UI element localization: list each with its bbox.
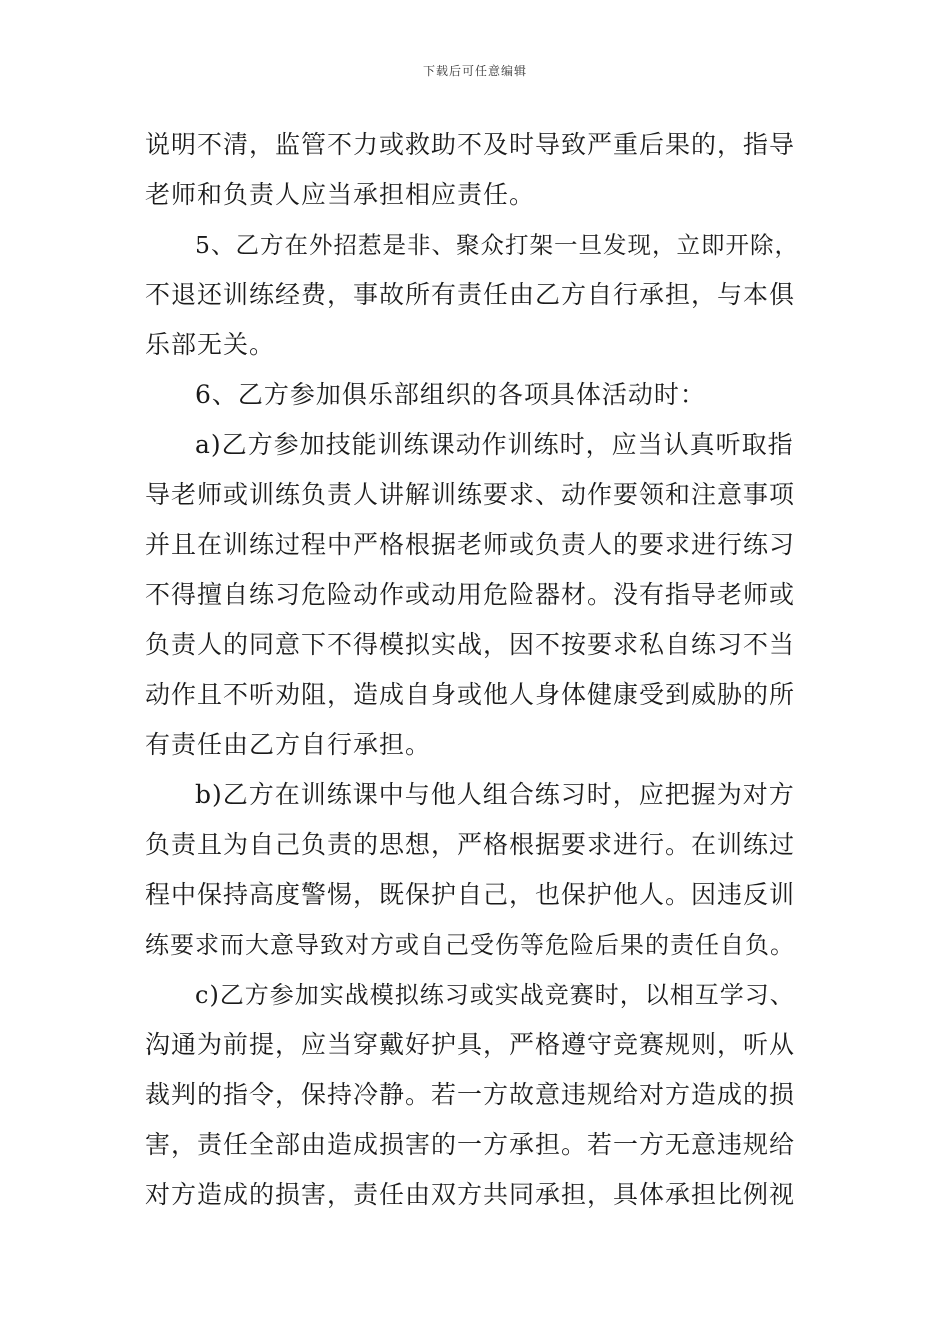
text-line: a)乙方参加技能训练课动作训练时，应当认真听取指 bbox=[195, 430, 794, 459]
text-line: 不退还训练经费，事故所有责任由乙方自行承担，与本俱 bbox=[145, 280, 796, 309]
text-line: 不得擅自练习危险动作或动用危险器材。没有指导老师或 bbox=[145, 580, 796, 609]
text-line: 负责且为自己负责的思想，严格根据要求进行。在训练过 bbox=[145, 830, 796, 859]
text-line: 裁判的指令，保持冷静。若一方故意违规给对方造成的损 bbox=[145, 1080, 796, 1109]
text-line: 老师和负责人应当承担相应责任。 bbox=[145, 180, 536, 209]
text-line: 有责任由乙方自行承担。 bbox=[145, 730, 432, 759]
text-line: 导老师或训练负责人讲解训练要求、动作要领和注意事项 bbox=[145, 480, 796, 509]
text-line: 乐部无关。 bbox=[145, 330, 276, 359]
document-body bbox=[145, 120, 805, 1220]
text-line: c)乙方参加实战模拟练习或实战竞赛时，以相互学习、 bbox=[195, 981, 795, 1009]
text-line: 6、乙方参加俱乐部组织的各项具体活动时： bbox=[195, 380, 706, 409]
text-line: 说明不清，监管不力或救助不及时导致严重后果的，指导 bbox=[145, 130, 796, 159]
text-line: 练要求而大意导致对方或自己受伤等危险后果的责任自负。 bbox=[145, 931, 795, 959]
text-line: 并且在训练过程中严格根据老师或负责人的要求进行练习 bbox=[145, 530, 796, 559]
page-header: 下载后可任意编辑 bbox=[422, 64, 527, 78]
text-line: 负责人的同意下不得模拟实战，因不按要求私自练习不当 bbox=[145, 630, 796, 659]
text-line: 程中保持高度警惕，既保护自己，也保护他人。因违反训 bbox=[145, 880, 796, 909]
text-line: 害，责任全部由造成损害的一方承担。若一方无意违规给 bbox=[145, 1130, 796, 1159]
text-line: 对方造成的损害，责任由双方共同承担，具体承担比例视 bbox=[145, 1180, 796, 1209]
text-line: b)乙方在训练课中与他人组合练习时，应把握为对方 bbox=[195, 780, 795, 809]
text-line: 沟通为前提，应当穿戴好护具，严格遵守竞赛规则，听从 bbox=[145, 1030, 796, 1059]
text-line: 5、乙方在外招惹是非、聚众打架一旦发现，立即开除， bbox=[195, 231, 799, 259]
text-line: 动作且不听劝阻，造成自身或他人身体健康受到威胁的所 bbox=[145, 680, 796, 709]
